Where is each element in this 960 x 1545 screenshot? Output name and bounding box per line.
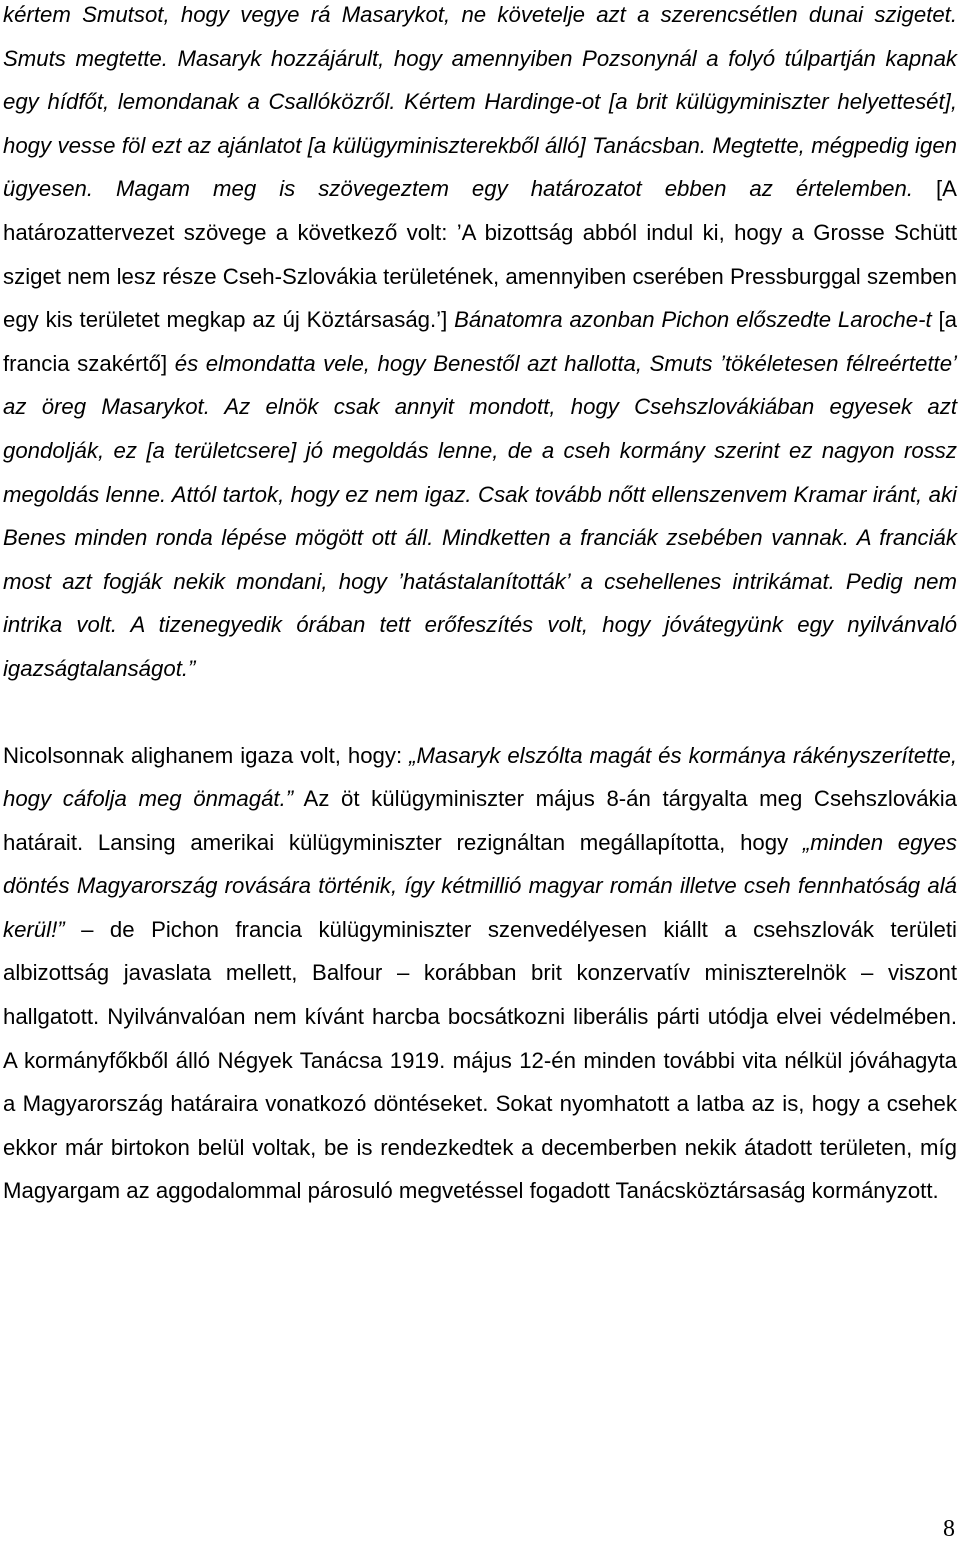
document-page: [3, 0, 957, 1213]
text-run: és elmondatta vele, hogy Benestől azt hallotta, Smuts ’tökéletesen félreértette’ az öreg Masarykot. Az elnök csak annyit mondott, hogy Csehszlovákiában egyesek azt gondolják, ez [a területcsere] jó megoldás lenne, de a cseh kormány szerint ez nagyon rossz megoldás lenne. Attól tartok, hogy ez nem igaz. Csak tovább nőtt ellenszenvem Kramar iránt, aki Benes minden ronda lépése mögött ott áll. Mindketten a franciák zsebében vannak. A franciák most azt fogják nekik mondani, hogy ’hatástalanították’ a csehellenes intrikámat. Pedig nem intrika volt. A tizenegyedik órában tett erőfeszítés volt, hogy jóvátegyünk egy nyilvánvaló igazságtalanságot.”: [3, 350, 957, 681]
text-run: „Masaryk elszólta magát és kormánya rákényszerítette, hogy cáfolja meg önmagát.”: [3, 742, 957, 812]
text-run: kértem Smutsot, hogy vegye rá Masarykot, ne követelje azt a szerencsétlen dunai szigetet. Smuts megtette. Masaryk hozzájárult, hogy amennyiben Pozsonynál a folyó túlpartján kapnak egy hídfőt, lemondanak a Csallóközről. Kértem Hardinge-ot [a brit külügyminiszter helyettesét], hogy vesse föl ezt az ajánlatot [a külügyminiszterekből álló] Tanácsban. Megtette, mégpedig igen ügyesen. Magam meg is szövegeztem egy határozatot ebben az értelemben.: [3, 2, 957, 202]
paragraph-2: [3, 734, 957, 1214]
paragraph-1: [3, 0, 957, 691]
text-run: [A határozattervezet szövege a következő volt: ’A bizottság abból indul ki, hogy a Grosse Schütt sziget nem lesz része Cseh-Szlovákia területének, amennyiben cserében Pressburggal szemben egy kis területet megkap az új Köztársaság.’]: [3, 176, 957, 333]
text-run: Az öt külügyminiszter május 8-án tárgyalta meg Csehszlovákia határait. Lansing amerikai külügyminiszter rezignáltan megállapította, hogy: [3, 786, 957, 855]
text-run: Nicolsonnak alighanem igaza volt, hogy:: [3, 742, 410, 768]
text-run: „minden egyes döntés Magyarország rovására történik, így kétmillió magyar román illetve cseh fennhatóság alá kerül!”: [3, 829, 957, 942]
text-run: – de Pichon francia külügyminiszter szenvedélyesen kiállt a csehszlovák területi albizottság javaslata mellett, Balfour – korábban brit konzervatív miniszterelnök – viszont hallgatott. Nyilvánvalóan nem kívánt harcba bocsátkozni liberális párti utódja elvei védelmében. A kormányfőkből álló Négyek Tanácsa 1919. május 12-én minden további vita nélkül jóváhagyta a Magyarország határaira vonatkozó döntéseket. Sokat nyomhatott a latba az is, hogy a csehek ekkor már birtokon belül voltak, be is rendezkedtek a decemberben nekik átadott területen, míg Magyargam az aggodalommal párosuló megvetéssel fogadott Tanácsköztársaság kormányzott.: [3, 916, 957, 1204]
text-run: Bánatomra azonban Pichon előszedte Laroche-t: [454, 307, 932, 333]
text-run: [a francia szakértő]: [3, 307, 957, 376]
page-number: 8: [943, 1516, 955, 1542]
